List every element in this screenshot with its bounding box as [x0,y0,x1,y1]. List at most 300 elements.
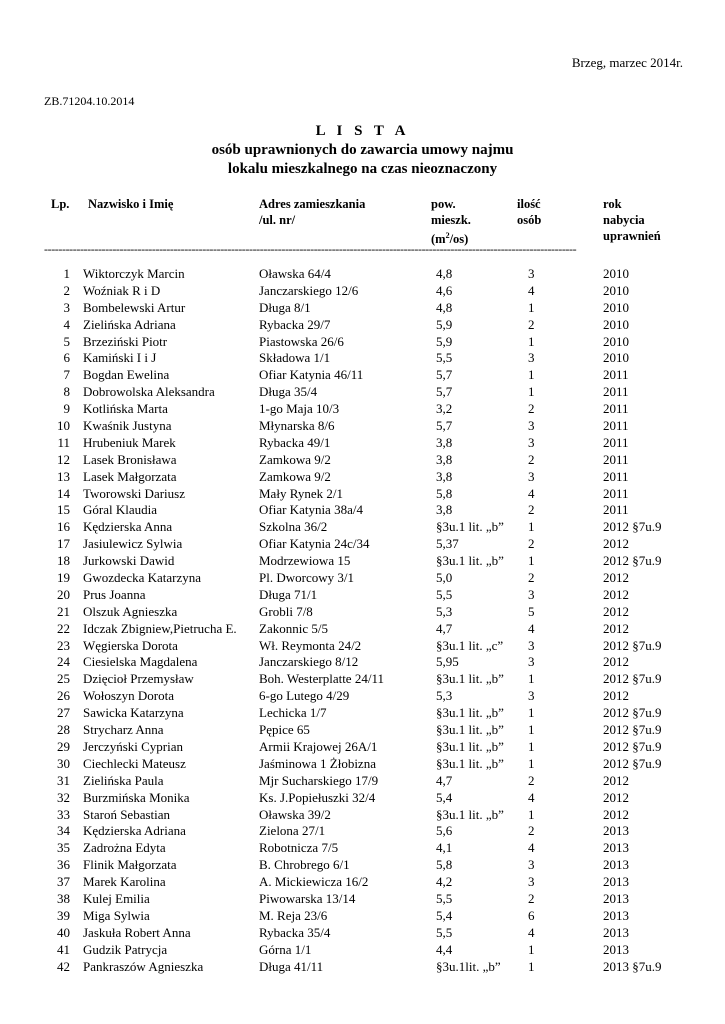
table-row [0,485,725,502]
row-address: Oławska 39/2 [259,806,331,822]
row-number: 31 [57,772,70,788]
row-year: 2013 [603,907,629,923]
row-name: Strycharz Anna [83,722,164,738]
table-row [0,434,725,451]
table-row [0,265,725,282]
row-area: 5,9 [436,333,453,349]
row-number: 19 [57,570,70,586]
row-number: 28 [57,722,70,738]
date-place: Brzeg, marzec 2014r. [571,55,683,70]
row-name: Lasek Bronisława [83,451,177,467]
table-row [0,552,725,569]
table-row [0,806,725,823]
row-area: 5,4 [436,907,453,923]
row-persons: 2 [528,502,535,518]
row-address: Zamkowa 9/2 [259,468,331,484]
row-name: Kwaśnik Justyna [83,418,172,434]
row-number: 2 [63,282,70,298]
row-name: Tworowski Dariusz [83,485,185,501]
row-persons: 3 [528,350,535,366]
row-persons: 1 [528,553,535,569]
row-year: 2013 [603,857,629,873]
header-lp: Lp. [51,197,70,211]
row-year: 2011 [603,468,629,484]
row-number: 40 [57,924,70,940]
row-area: §3u.1 lit. „b” [436,722,504,738]
row-name: Ciechlecki Mateusz [83,755,186,771]
row-address: Armii Krajowej 26A/1 [259,738,378,754]
table-row [0,451,725,468]
row-area: 4,1 [436,840,453,856]
table-row [0,907,725,924]
header-year-line-2: nabycia [603,213,645,227]
table-row [0,400,725,417]
row-number: 22 [57,620,70,636]
row-address: Rybacka 35/4 [259,924,331,940]
row-area: 5,0 [436,570,453,586]
row-number: 16 [57,519,70,535]
header-persons-line-2: osób [517,213,542,227]
row-number: 26 [57,688,70,704]
row-persons: 3 [528,874,535,890]
row-address: Mjr Sucharskiego 17/9 [259,772,379,788]
table-row [0,670,725,687]
document-title [0,122,725,179]
row-number: 33 [57,806,70,822]
row-year: 2011 [603,401,629,417]
table-row [0,755,725,772]
table-row [0,569,725,586]
table-row [0,417,725,434]
row-area: §3u.1 lit. „b” [436,738,504,754]
table-row [0,299,725,316]
table-row [0,721,725,738]
row-persons: 1 [528,705,535,721]
row-area: §3u.1 lit. „b” [436,755,504,771]
row-year: 2013 §7u.9 [603,958,662,974]
row-name: Flinik Małgorzata [83,857,177,873]
row-area: 4,7 [436,620,453,636]
row-persons: 1 [528,941,535,957]
row-area: 5,7 [436,384,453,400]
row-number: 32 [57,789,70,805]
row-address: Boh. Westerplatte 24/11 [259,671,384,687]
row-area: 5,9 [436,316,453,332]
row-number: 35 [57,840,70,856]
row-name: Dobrowolska Aleksandra [83,384,215,400]
row-address: Długa 35/4 [259,384,318,400]
row-persons: 1 [528,671,535,687]
table-header [0,196,725,247]
table-row [0,738,725,755]
row-number: 5 [63,333,70,349]
title-line-1: L I S T A [315,123,410,139]
row-number: 37 [57,874,70,890]
row-address: Długa 71/1 [259,586,318,602]
row-name: Gudzik Patrycja [83,941,168,957]
row-address: Szkolna 36/2 [259,519,328,535]
row-name: Ciesielska Magdalena [83,654,198,670]
row-name: Bogdan Ewelina [83,367,170,383]
row-address: Ofiar Katynia 24c/34 [259,536,370,552]
row-number: 7 [63,367,70,383]
row-area: §3u.1 lit. „b” [436,671,504,687]
row-persons: 3 [528,857,535,873]
row-year: 2012 [603,536,629,552]
row-year: 2012 [603,688,629,704]
row-address: Rybacka 49/1 [259,434,331,450]
row-persons: 2 [528,890,535,906]
row-address: Rybacka 29/7 [259,316,331,332]
row-address: Zamkowa 9/2 [259,451,331,467]
row-persons: 4 [528,282,535,298]
row-number: 30 [57,755,70,771]
row-persons: 1 [528,738,535,754]
table-row [0,603,725,620]
row-persons: 4 [528,789,535,805]
row-persons: 1 [528,367,535,383]
row-name: Miga Sylwia [83,907,150,923]
row-number: 38 [57,890,70,906]
row-year: 2013 [603,941,629,957]
row-address: A. Mickiewicza 16/2 [259,874,369,890]
table-row [0,890,725,907]
row-persons: 5 [528,603,535,619]
row-name: Góral Klaudia [83,502,158,518]
row-number: 36 [57,857,70,873]
row-year: 2010 [603,316,629,332]
row-name: Gwozdecka Katarzyna [83,570,202,586]
table-row [0,468,725,485]
row-year: 2011 [603,502,629,518]
row-number: 20 [57,586,70,602]
row-persons: 2 [528,316,535,332]
row-name: Jaskuła Robert Anna [83,924,191,940]
row-persons: 1 [528,755,535,771]
row-name: Wiktorczyk Marcin [83,266,185,281]
row-name: Marek Karolina [83,874,166,890]
row-number: 13 [57,468,70,484]
row-year: 2010 [603,282,629,298]
header-persons-line-1: ilość [517,197,541,211]
row-address: Janczarskiego 12/6 [259,282,359,298]
row-persons: 4 [528,485,535,501]
header-year [603,196,661,244]
row-number: 4 [63,316,70,332]
row-year: 2012 §7u.9 [603,722,662,738]
table-row [0,333,725,350]
table-row [0,653,725,670]
row-name: Idczak Zbigniew,Pietrucha E. [83,620,237,636]
row-area: §3u.1lit. „b” [436,958,501,974]
row-area: 5,3 [436,688,453,704]
row-area: 4,7 [436,772,453,788]
table-row [0,637,725,654]
row-year: 2012 §7u.9 [603,553,662,569]
row-year: 2012 [603,806,629,822]
row-number: 42 [57,958,70,974]
row-name: Dzięcioł Przemysław [83,671,194,687]
row-name: Lasek Małgorzata [83,468,177,484]
row-address: Modrzewiowa 15 [259,553,351,569]
row-year: 2011 [603,451,629,467]
row-year: 2012 [603,603,629,619]
table-row [0,501,725,518]
row-area: 5,95 [436,654,459,670]
row-number: 27 [57,705,70,721]
row-year: 2012 §7u.9 [603,637,662,653]
row-area: 3,8 [436,468,453,484]
header-address-line-2: /ul. nr/ [259,213,296,227]
row-area: 5,7 [436,418,453,434]
header-name: Nazwisko i Imię [88,197,174,211]
row-number: 11 [57,434,70,450]
row-address: Robotnicza 7/5 [259,840,339,856]
table-row [0,704,725,721]
row-persons: 2 [528,823,535,839]
row-name: Sawicka Katarzyna [83,705,184,721]
row-name: Jurkowski Dawid [83,553,175,569]
row-name: Kędzierska Adriana [83,823,186,839]
row-persons: 1 [528,722,535,738]
row-name: Brzeziński Piotr [83,333,168,349]
table-row [0,687,725,704]
row-year: 2013 [603,874,629,890]
row-area: 4,6 [436,282,453,298]
row-area: 4,8 [436,266,453,281]
row-number: 17 [57,536,70,552]
row-address: Zakonnic 5/5 [259,620,328,636]
row-persons: 3 [528,468,535,484]
row-year: 2012 [603,570,629,586]
table-row [0,924,725,941]
table-row [0,941,725,958]
table-row [0,958,725,975]
table-row [0,772,725,789]
row-year: 2012 §7u.9 [603,671,662,687]
row-persons: 3 [528,434,535,450]
row-number: 1 [63,266,70,281]
row-persons: 3 [528,266,535,281]
row-persons: 1 [528,333,535,349]
row-year: 2012 [603,789,629,805]
row-address: 1-go Maja 10/3 [259,401,340,417]
row-area: §3u.1 lit. „c” [436,637,504,653]
row-year: 2011 [603,418,629,434]
table-row [0,789,725,806]
title-line-3: lokalu mieszkalnego na czas nieoznaczony [227,161,498,177]
row-year: 2013 [603,823,629,839]
row-name: Burzmińska Monika [83,789,190,805]
row-number: 39 [57,907,70,923]
row-persons: 2 [528,570,535,586]
row-year: 2012 §7u.9 [603,705,662,721]
row-persons: 2 [528,401,535,417]
row-area: 5,7 [436,367,453,383]
table-row [0,856,725,873]
row-year: 2012 §7u.9 [603,755,662,771]
header-year-line-1: rok [603,197,622,211]
header-area-unit-a: (m [431,232,446,247]
row-address: M. Reja 23/6 [259,907,328,923]
row-persons: 1 [528,806,535,822]
header-year-line-3: uprawnień [603,229,661,243]
table-row [0,822,725,839]
row-year: 2012 §7u.9 [603,519,662,535]
row-name: Bombelewski Artur [83,299,186,315]
row-number: 41 [57,941,70,957]
row-area: §3u.1 lit. „b” [436,806,504,822]
row-address: Lechicka 1/7 [259,705,327,721]
header-persons [517,196,541,228]
row-area: 5,8 [436,485,453,501]
row-year: 2011 [603,485,629,501]
row-area: 3,8 [436,434,453,450]
row-name: Jerczyński Cyprian [83,738,184,754]
table-row [0,535,725,552]
row-year: 2013 [603,840,629,856]
table-row [0,620,725,637]
row-address: Długa 41/11 [259,958,324,974]
row-area: §3u.1 lit. „b” [436,519,504,535]
row-persons: 1 [528,958,535,974]
header-area-unit-b: /os) [449,232,469,247]
header-area-line-2: mieszk. [431,213,471,227]
row-address: B. Chrobrego 6/1 [259,857,350,873]
row-area: 5,5 [436,586,453,602]
row-year: 2010 [603,350,629,366]
dashed-separator: ---------------------------------------------------------------------------------------------------------------------------------------------------- [44,243,577,255]
table-row [0,586,725,603]
row-number: 23 [57,637,70,653]
row-name: Kulej Emilia [83,890,150,906]
row-name: Pankraszów Agnieszka [83,958,204,974]
row-address: Pl. Dworcowy 3/1 [259,570,354,586]
table-row [0,366,725,383]
row-number: 24 [57,654,70,670]
row-area: 5,4 [436,789,453,805]
row-year: 2012 [603,586,629,602]
table-row [0,349,725,366]
row-persons: 2 [528,451,535,467]
row-number: 21 [57,603,70,619]
row-address: Wł. Reymonta 24/2 [259,637,362,653]
row-area: 3,8 [436,451,453,467]
row-area: 5,3 [436,603,453,619]
row-persons: 3 [528,418,535,434]
row-number: 14 [57,485,70,501]
row-persons: 6 [528,907,535,923]
row-area: 4,4 [436,941,453,957]
row-area: 5,6 [436,823,453,839]
table-row [0,316,725,333]
table-body [0,265,725,974]
header-area-unit-sup: 2 [445,231,450,240]
row-address: Pępice 65 [259,722,310,738]
table-row [0,839,725,856]
row-address: Oławska 64/4 [259,266,331,281]
row-number: 25 [57,671,70,687]
row-address: Ofiar Katynia 46/11 [259,367,364,383]
row-year: 2010 [603,333,629,349]
row-number: 15 [57,502,70,518]
row-area: 5,8 [436,857,453,873]
row-address: Mały Rynek 2/1 [259,485,343,501]
row-persons: 4 [528,924,535,940]
row-address: Ofiar Katynia 38a/4 [259,502,363,518]
row-address: Długa 8/1 [259,299,311,315]
row-area: §3u.1 lit. „b” [436,553,504,569]
row-persons: 2 [528,772,535,788]
row-number: 8 [63,384,70,400]
row-persons: 3 [528,654,535,670]
row-persons: 4 [528,840,535,856]
row-name: Olszuk Agnieszka [83,603,178,619]
row-persons: 1 [528,299,535,315]
row-year: 2012 [603,620,629,636]
row-name: Wołoszyn Dorota [83,688,175,704]
row-number: 18 [57,553,70,569]
row-address: Górna 1/1 [259,941,312,957]
row-year: 2012 [603,772,629,788]
row-address: Piwowarska 13/14 [259,890,356,906]
row-persons: 3 [528,688,535,704]
row-persons: 3 [528,637,535,653]
row-number: 10 [57,418,70,434]
row-name: Kamiński I i J [83,350,157,366]
row-area: 4,8 [436,299,453,315]
row-name: Zadrożna Edyta [83,840,166,856]
row-name: Staroń Sebastian [83,806,171,822]
row-address: Piastowska 26/6 [259,333,344,349]
row-year: 2012 [603,654,629,670]
row-name: Kędzierska Anna [83,519,173,535]
table-row [0,518,725,535]
row-address: Janczarskiego 8/12 [259,654,359,670]
row-name: Zielińska Paula [83,772,164,788]
row-year: 2010 [603,299,629,315]
row-area: §3u.1 lit. „b” [436,705,504,721]
row-address: Jaśminowa 1 Żłobizna [259,755,376,771]
row-number: 3 [63,299,70,315]
table-row [0,873,725,890]
row-year: 2013 [603,924,629,940]
row-persons: 4 [528,620,535,636]
row-persons: 2 [528,536,535,552]
header-address [259,196,365,228]
row-year: 2011 [603,384,629,400]
row-address: Ks. J.Popiełuszki 32/4 [259,789,376,805]
header-area-line-1: pow. [431,197,456,211]
title-line-2: osób uprawnionych do zawarcia umowy najmu [211,142,514,158]
row-address: 6-go Lutego 4/29 [259,688,350,704]
reference-number: ZB.71204.10.2014 [44,94,135,108]
row-name: Kotlińska Marta [83,401,168,417]
row-year: 2011 [603,367,629,383]
row-area: 5,5 [436,350,453,366]
row-address: Składowa 1/1 [259,350,331,366]
row-number: 9 [63,401,70,417]
row-area: 5,5 [436,924,453,940]
table-row [0,383,725,400]
row-name: Prus Joanna [83,586,146,602]
row-year: 2013 [603,890,629,906]
row-area: 4,2 [436,874,453,890]
header-address-line-1: Adres zamieszkania [259,197,366,211]
row-area: 3,2 [436,401,453,417]
row-name: Woźniak R i D [83,282,161,298]
row-year: 2010 [603,266,629,281]
